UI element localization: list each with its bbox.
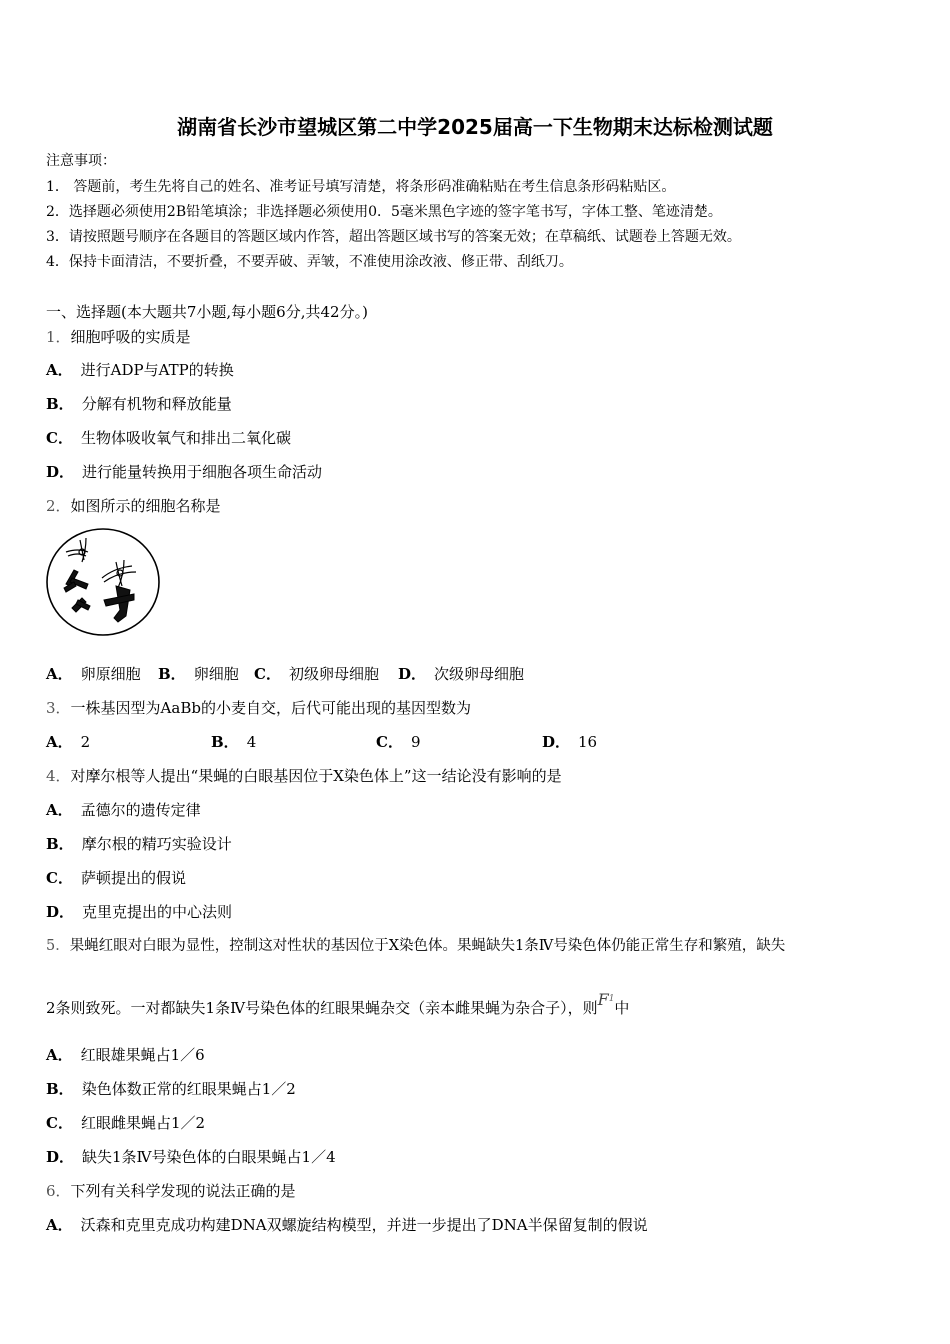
option-text: 生物体吸收氧气和排出二氧化碳 (80, 429, 291, 447)
question-stem (46, 766, 562, 786)
option-letter: D． (398, 665, 427, 683)
option-letter: C． (254, 665, 281, 683)
chromosome-light-top (66, 538, 88, 562)
option-text: 次级卵母细胞 (434, 665, 525, 683)
option-letter: B． (211, 733, 239, 751)
option-text: 摩尔根的精巧实验设计 (81, 835, 232, 853)
chromosome-dark-bottom (72, 598, 90, 612)
question-text: 下列有关科学发现的说法正确的是 (70, 1182, 296, 1200)
option-letter: D． (46, 1148, 75, 1166)
option-letter: B． (46, 395, 74, 413)
option (46, 664, 141, 684)
option-letter: B． (158, 665, 186, 683)
question-number: 1． (46, 328, 71, 346)
option-text: 初级卵母细胞 (288, 665, 379, 683)
option-letter: A． (46, 1046, 73, 1064)
option-letter: C． (46, 429, 73, 447)
option (46, 360, 234, 380)
option-text: 染色体数正常的红眼果蝇占1／2 (81, 1080, 296, 1098)
option (46, 394, 232, 414)
question-stem-continued (46, 990, 630, 1021)
question-stem (46, 936, 785, 956)
option (211, 732, 256, 752)
notice-heading: 注意事项： (46, 153, 116, 169)
question-number: 3． (46, 699, 71, 717)
question-stem (46, 327, 191, 347)
question-number: 6． (46, 1182, 71, 1200)
option (46, 1113, 205, 1133)
question-text: 对摩尔根等人提出“果蝇的白眼基因位于X染色体上”这一结论没有影响的是 (70, 767, 562, 785)
option (46, 732, 90, 752)
question-stem (46, 698, 471, 718)
option-letter: A． (46, 361, 73, 379)
option (46, 462, 322, 482)
option-letter: C． (46, 869, 73, 887)
question-text: 果蝇红眼对白眼为显性，控制这对性状的基因位于X染色体。果蝇缺失1条Ⅳ号染色体仍能正常生存和繁殖，缺失 (69, 938, 786, 954)
notice-item: 4．保持卡面清洁，不要折叠，不要弄破、弄皱，不准使用涂改液、修正带、刮纸刀。 (46, 254, 573, 270)
option-letter: D． (46, 463, 75, 481)
option-text: 克里克提出的中心法则 (82, 903, 233, 921)
option-text: 进行能量转换用于细胞各项生命活动 (82, 463, 323, 481)
option-letter: B． (46, 1080, 74, 1098)
option-text: 萨顿提出的假说 (80, 869, 186, 887)
question-text: 如图所示的细胞名称是 (70, 497, 221, 515)
option-letter: C． (376, 733, 403, 751)
option-letter: A． (46, 665, 73, 683)
option-text: 分解有机物和释放能量 (81, 395, 232, 413)
option (46, 1147, 336, 1167)
option-text: 4 (246, 733, 257, 751)
option (46, 1079, 296, 1099)
option (46, 1215, 648, 1235)
notice-item: 1． 答题前，考生先将自己的姓名、准考证号填写清楚，将条形码准确粘贴在考生信息条形码粘贴区。 (46, 179, 676, 195)
option (46, 834, 232, 854)
option-text: 16 (578, 733, 598, 751)
question-text: 细胞呼吸的实质是 (70, 328, 191, 346)
question-text-continued: 2条则致死。一对都缺失1条Ⅳ号染色体的红眼果蝇杂交（亲本雌果蝇为杂合子），则 (46, 999, 598, 1017)
option-text: 沃森和克里克成功构建DNA双螺旋结构模型，并进一步提出了DNA半保留复制的假说 (80, 1216, 648, 1234)
page-title: 湖南省长沙市望城区第二中学2025届高一下生物期末达标检测试题 (177, 115, 773, 139)
question-number: 5． (46, 938, 70, 954)
question-text-end: 中 (614, 999, 630, 1017)
cell-diagram (44, 526, 162, 638)
option (398, 664, 524, 684)
option-text: 红眼雌果蝇占1／2 (80, 1114, 206, 1132)
option (376, 732, 421, 752)
f1-symbol (598, 990, 615, 1009)
option (46, 800, 201, 820)
option (46, 1045, 205, 1065)
option-text: 红眼雄果蝇占1／6 (80, 1046, 205, 1064)
f1-subscript: 1 (608, 994, 615, 1004)
option-text: 9 (410, 733, 421, 751)
option-text: 卵细胞 (193, 665, 239, 683)
question-number: 2． (46, 497, 71, 515)
chromosome-dark-right (104, 586, 134, 622)
f1-letter: F (597, 990, 609, 1009)
chromosome-light-right (102, 560, 136, 588)
option (542, 732, 597, 752)
option (46, 428, 291, 448)
question-stem (46, 1181, 296, 1201)
cell-membrane (47, 529, 159, 635)
question-stem (46, 496, 221, 516)
cell-diagram-svg (44, 526, 162, 638)
option-text: 进行ADP与ATP的转换 (80, 361, 234, 379)
notice-item: 2．选择题必须使用2B铅笔填涂；非选择题必须使用0．5毫米黑色字迹的签字笔书写，字体工整、笔迹清楚。 (46, 204, 722, 220)
option-text: 孟德尔的遗传定律 (80, 801, 201, 819)
option-letter: A． (46, 1216, 73, 1234)
option-letter: D． (542, 733, 571, 751)
question-text: 一株基因型为AaBb的小麦自交，后代可能出现的基因型数为 (70, 699, 471, 717)
option-text: 2 (80, 733, 91, 751)
option-letter: D． (46, 903, 75, 921)
section-heading: 一、选择题(本大题共7小题,每小题6分,共42分。) (46, 303, 368, 321)
question-number: 4． (46, 767, 71, 785)
option-letter: A． (46, 801, 73, 819)
option (46, 868, 186, 888)
option (158, 664, 239, 684)
option-letter: C． (46, 1114, 73, 1132)
option-letter: B． (46, 835, 74, 853)
option-text: 卵原细胞 (80, 665, 141, 683)
notice-item: 3．请按照题号顺序在各题目的答题区域内作答，超出答题区域书写的答案无效；在草稿纸、试题卷上答题无效。 (46, 229, 741, 245)
option-text: 缺失1条Ⅳ号染色体的白眼果蝇占1／4 (82, 1148, 336, 1166)
option-letter: A． (46, 733, 73, 751)
option (254, 664, 379, 684)
chromosome-dark-left (64, 570, 88, 592)
option (46, 902, 232, 922)
